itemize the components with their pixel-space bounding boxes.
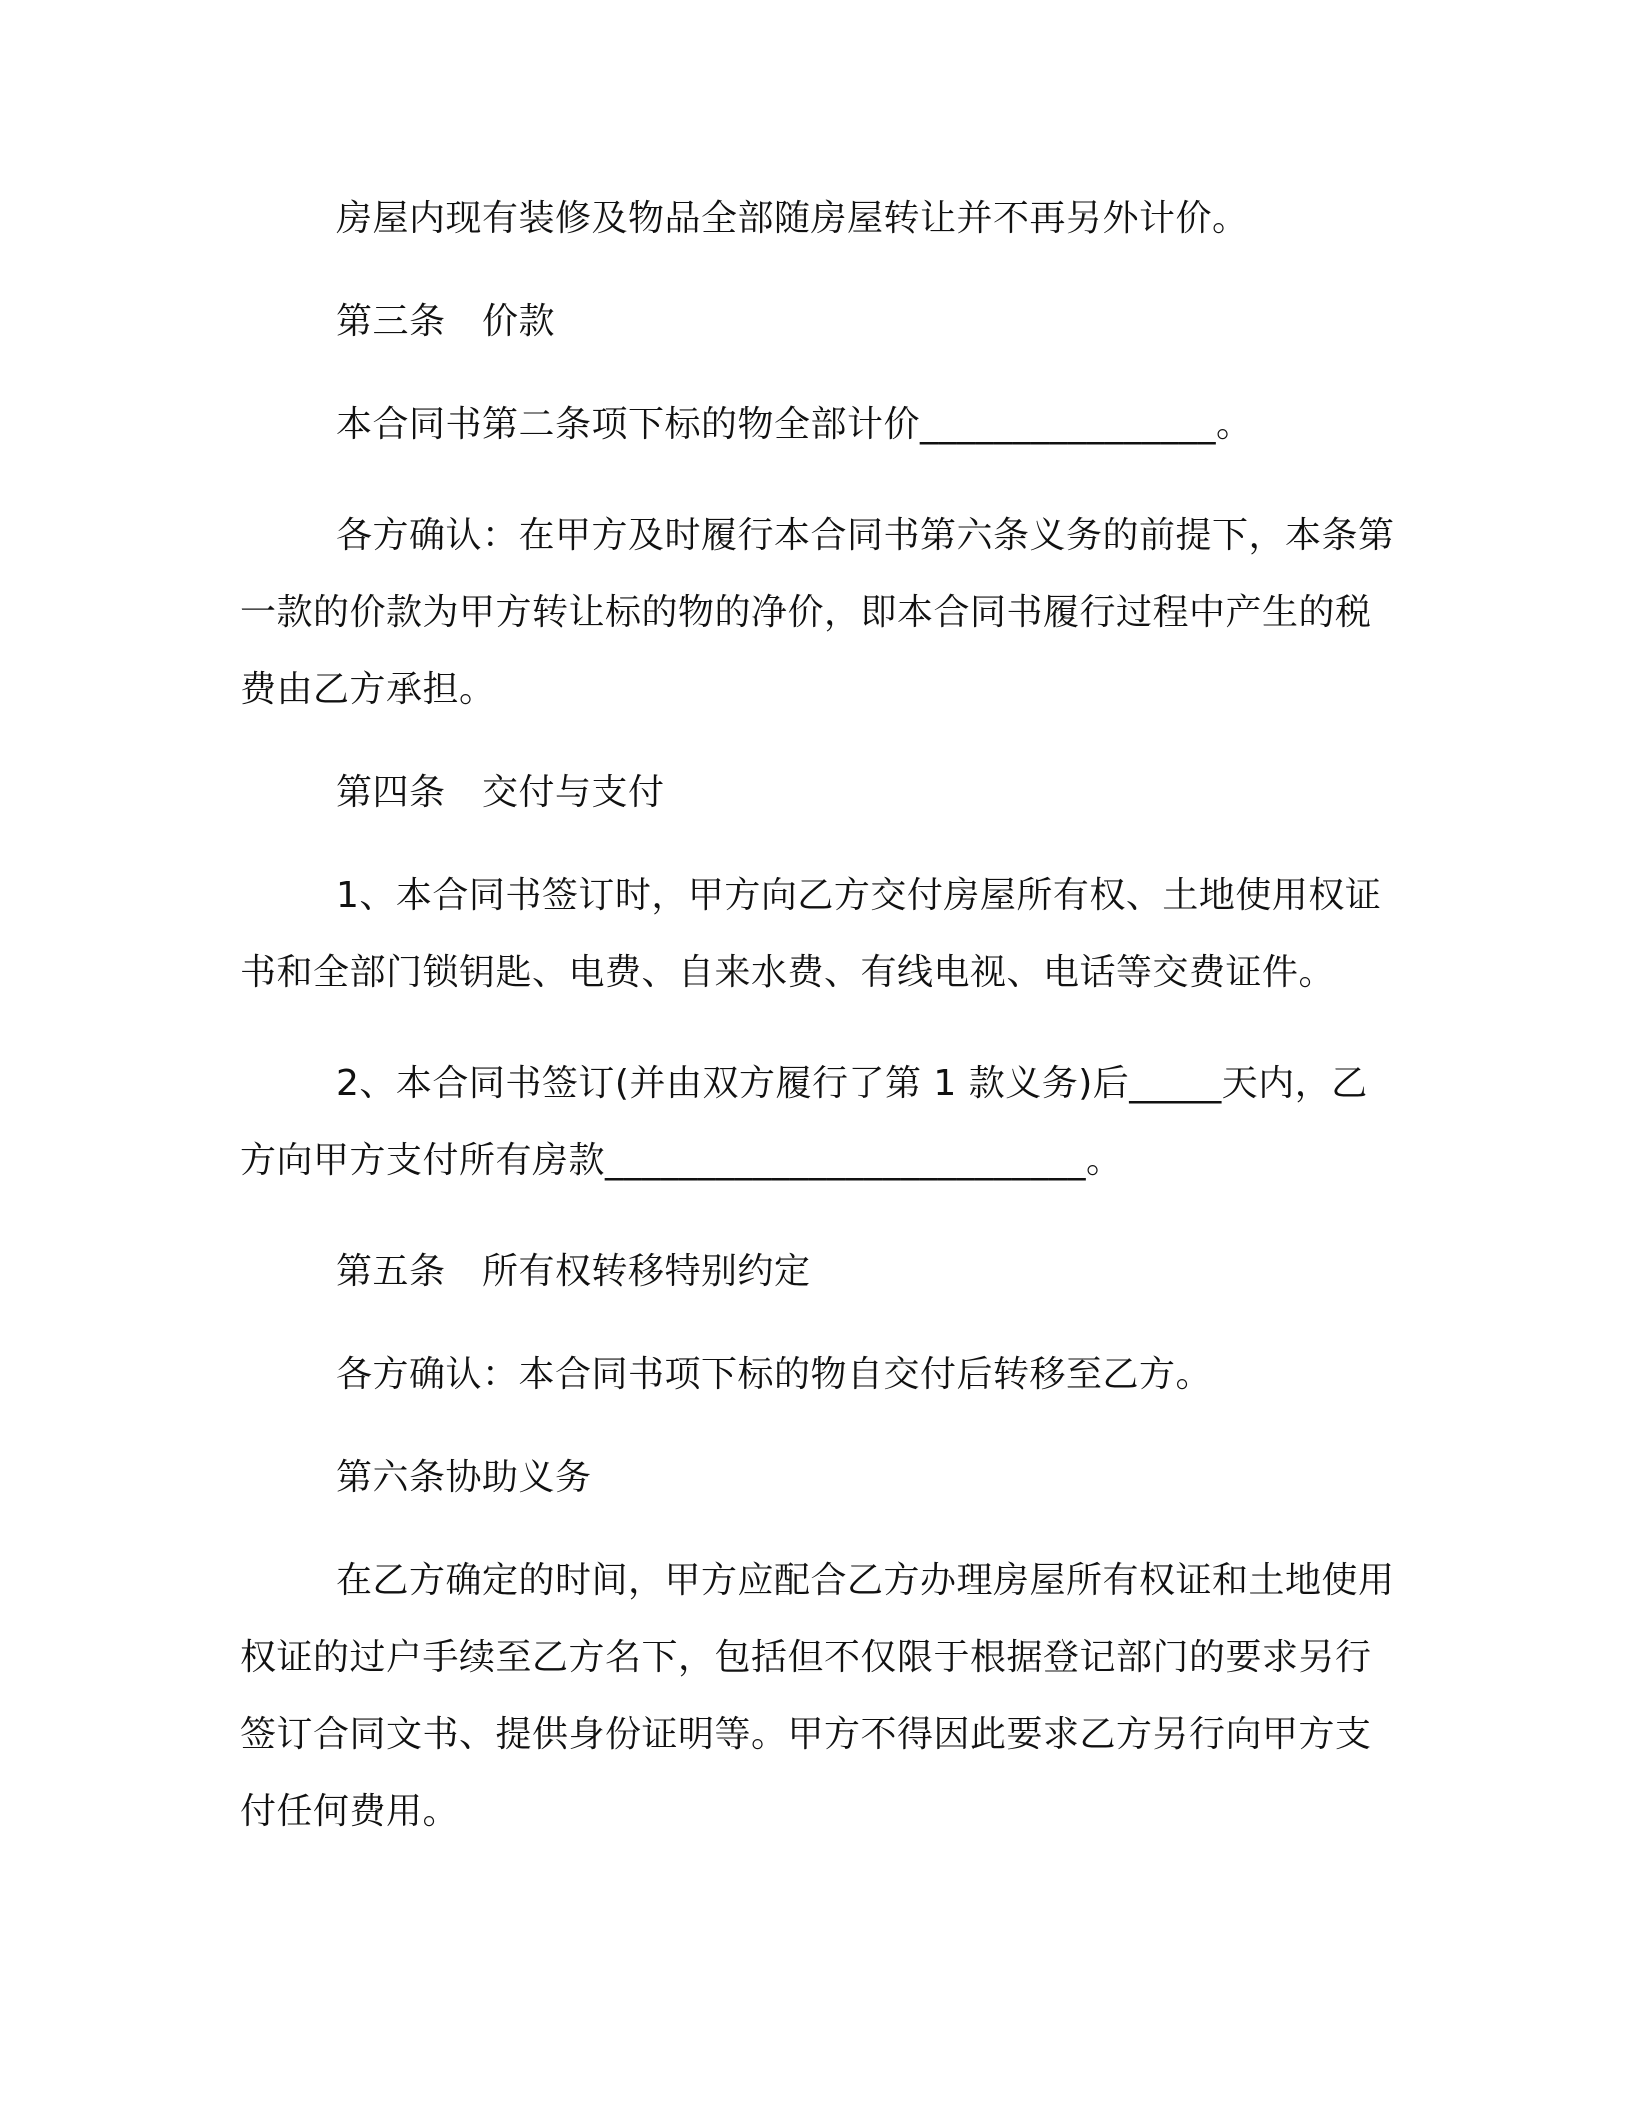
paragraph-delivery-clause-1: 1、本合同书签订时，甲方向乙方交付房屋所有权、土地使用权证书和全部门锁钥匙、电费、自来水费、有线电视、电话等交费证件。: [240, 875, 1382, 993]
heading-article-6: 第六条协助义务: [336, 1457, 592, 1498]
paragraph-price-confirmation: 各方确认：在甲方及时履行本合同书第六条义务的前提下，本条第一款的价款为甲方转让标的物的净价，即本合同书履行过程中产生的税费由乙方承担。: [240, 515, 1395, 710]
paragraph-ownership-transfer: 各方确认：本合同书项下标的物自交付后转移至乙方。: [336, 1354, 1213, 1395]
heading-article-3: 第三条 价款: [336, 301, 556, 342]
document-body: [240, 180, 1400, 1850]
heading-article-5: 第五条 所有权转移特别约定: [336, 1251, 811, 1292]
paragraph-total-price: 本合同书第二条项下标的物全部计价________________。: [336, 404, 1253, 445]
heading-article-4: 第四条 交付与支付: [336, 772, 665, 813]
paragraph-payment-clause-2: 2、本合同书签订(并由双方履行了第 1 款义务)后_____天内，乙方向甲方支付所有房款__________________________。: [240, 1063, 1368, 1181]
paragraph-assistance-obligation: 在乙方确定的时间，甲方应配合乙方办理房屋所有权证和土地使用权证的过户手续至乙方名下，包括但不仅限于根据登记部门的要求另行签订合同文书、提供身份证明等。甲方不得因此要求乙方另行向甲方支付任何费用。: [240, 1560, 1395, 1832]
paragraph-decoration-transfer: 房屋内现有装修及物品全部随房屋转让并不再另外计价。: [336, 198, 1249, 239]
